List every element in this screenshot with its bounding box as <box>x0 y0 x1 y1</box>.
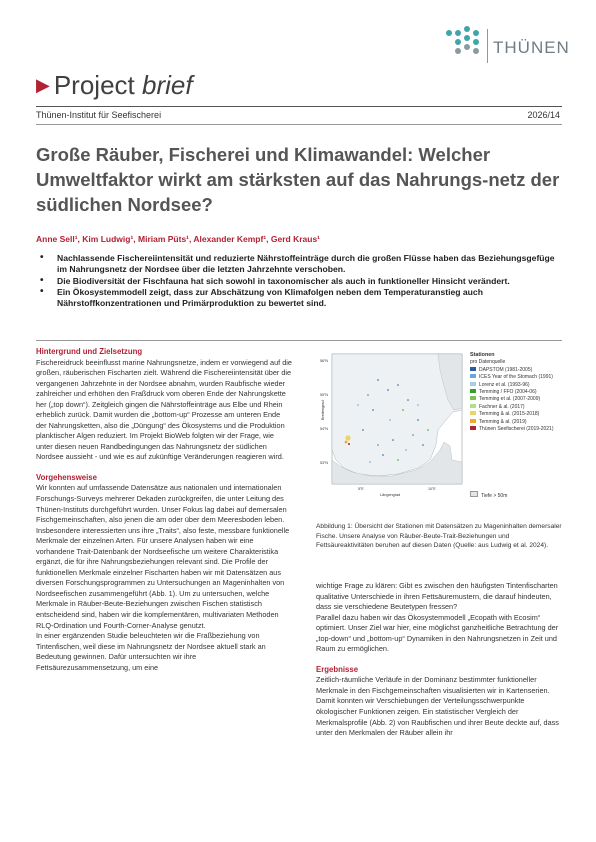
lat-tick-label: 56°N <box>320 359 329 363</box>
legend-item <box>470 389 570 396</box>
summary-bullet: • Nachlassende Fischereiintensität und reduzierte Nährstoffeinträge durch die großen Flüsse haben das Beziehungsgefüge im Nahrungsnetz der Nordsee über die letzten Jahrzehnte verschoben. <box>36 253 556 275</box>
paragraph: Wir konnten auf umfassende Datensätze aus nationalen und internationalen Forschungs-Surveys mehrerer Dekaden zurückgreifen, die unter Leitung des Thünen-Instituts durchgeführt wurden. Unser Fokus lag dabei auf demersalen Fischgemeinschaften, also jenen die am oder über dem Meeresboden leben. Insbesondere interessierten uns ihre „Traits“, also feste, messbare funktionelle Merkmale der einzelnen Arten. Für unsere Analysen haben wir eine vorhandene Trait-Datenbank der Nordseefische um weitere Charakteristika ergänzt, die für ihre Nahrungsbeziehungen relevant sind. Die Profile der funktionellen Merkmale einzelner Fischarten haben wir mit Datensätzen aus diversen Forschungsprogrammen zu Untersuchungen an Mageninhalten von Nordseefischen zusammengeführt (Abb. 1). Um zu untersuchen, welche Merkmale in Räuber-Beute-Beziehungen zwischen Fischen statistisch entscheidend sind, haben wir die komplementären, multivariaten Methoden RLQ-Ordination und Fourth-Corner-Analyse genutzt. <box>36 483 290 630</box>
legend-item-label: ICES Year of the Stomach (1991) <box>479 374 553 381</box>
section-rule <box>36 340 562 341</box>
brief-word: brief <box>142 70 193 100</box>
lon-tick-label: 5°E <box>358 487 364 491</box>
lon-axis-title: Längengrad <box>380 493 401 497</box>
legend-item <box>470 396 570 403</box>
legend-items <box>470 367 570 434</box>
summary-bullet: • Die Biodiversität der Fischfauna hat sich sowohl in taxonomischer als auch in funktioneller Hinsicht verändert. <box>36 276 556 287</box>
institute-name: Thünen-Institut für Seefischerei <box>36 110 162 120</box>
arrow-icon: ▶ <box>36 75 50 95</box>
paragraph: wichtige Frage zu klären: Gibt es zwischen den häufigsten Tintenfischarten qualitative Unterschiede in ihren Fettsäuremustern, die darauf hindeuten, dass sie verschiedene Beutetypen fressen? <box>316 581 558 612</box>
legend-item <box>470 419 570 426</box>
right-column <box>316 581 566 739</box>
summary-bullet: • Ein Ökosystemmodell zeigt, dass zur Abschätzung von Klimafolgen neben dem Temperaturanstieg auch Nährstoffkonzentrationen und Primärproduktion zu bewertet sind. <box>36 287 556 309</box>
legend-item-label: Temming & al. (2015-2018) <box>479 411 540 418</box>
logo-dots-icon <box>444 24 484 64</box>
legend-title: Stationen <box>470 352 495 358</box>
logo-text: THÜNEN <box>493 38 570 57</box>
legend-item-label: Thünen Seefischerei (2019-2021) <box>479 426 554 433</box>
project-word: Project <box>53 70 135 100</box>
legend-swatch <box>470 426 476 430</box>
legend-swatch <box>470 382 476 386</box>
header-rule-bottom <box>36 124 562 125</box>
legend-item <box>470 404 570 411</box>
legend-item <box>470 367 570 374</box>
lat-tick-label: 53°N <box>320 461 329 465</box>
legend-subtitle: pro Datenquelle <box>470 359 506 366</box>
issue-number: 2026/14 <box>527 110 560 120</box>
section-heading-background: Hintergrund und Zielsetzung <box>36 347 143 356</box>
header-rule <box>36 106 562 107</box>
legend-swatch <box>470 404 476 408</box>
legend-swatch <box>470 367 476 371</box>
left-column <box>36 347 292 673</box>
legend-item <box>470 382 570 389</box>
legend-item-label: Temming & al. (2019) <box>479 418 527 425</box>
page-title: Große Räuber, Fischerei und Klimawandel: Welcher Umweltfaktor wirkt am stärksten auf das Nahrungs-netz der südlichen Nordsee? <box>36 144 560 215</box>
legend-swatch <box>470 396 476 400</box>
paragraph: In einer ergänzenden Studie beleuchteten wir die Fraßbeziehung von Tintenfischen, weil diese im Nahrungsnetz der Nordsee aktuell stark an Bedeutung gewinnen. Dafür untersuchten wir ihre Fettsäurezusammensetzung, um eine <box>36 631 266 672</box>
legend-swatch <box>470 411 476 415</box>
paragraph: Parallel dazu haben wir das Ökosystemmodell „Ecopath with Ecosim“ optimiert. Unser Ziel war hier, eine möglichst ganzheitliche Betrachtung der „top-down“ und „bottom-up“ Dynamiken in den Nahrungsnetzen in Zeit und Raum zu ermöglichen. <box>316 612 559 654</box>
legend-swatch <box>470 389 476 393</box>
depth-swatch <box>470 491 478 497</box>
paragraph: Zeitlich-räumliche Verläufe in der Dominanz bestimmter funktioneller Merkmale in den Fischgemeinschaften visualisierten wir in Kartenserien. Damit konnten wir Verschiebungen der Verteilungsschwerpunkte ökologischer Funktionen zeigen. Ein statistischer Vergleich der Merkmalsprofile (Abb. 2) von Raubfischen und ihrer Beute deckte auf, dass unter den Merkmalen der Räuber allein ihr <box>316 675 559 738</box>
lat-axis-title: Breitengrad <box>321 400 325 420</box>
section-heading-results: Ergebnisse <box>316 664 359 674</box>
map-legend <box>470 352 570 501</box>
legend-item-label: Fachner & al. (2017) <box>479 403 525 410</box>
lat-tick-label: 54°N <box>320 427 329 431</box>
legend-item-label: DAPSTOM (1981-2005) <box>479 366 533 373</box>
paragraph: Fischereidruck beeinflusst marine Nahrungsnetze, indem er vorwiegend auf die großen, räuberischen Fischarten zielt. Während die Fischereiintensität über die vergangenen Jahrzehnte in der Nordsee abnahm, wurden Raubfische wieder zahlreicher und erhöhen den Fraßdruck vom oberen Ende der Nahrungskette her („top down“). Zeitgleich gingen die Nährstoffeinträge aus Elbe und Rhein erheblich zurück. Damit wurden die „bottom-up“ Prozesse am unteren Ende der Nahrungsketten, also die „Düngung“ des Ökosystems und die Produktion planktischer Algen reduziert. Im Projekt BioWeb folgten wir der Frage, wie unter diesen neuen Randbedingungen das Nahrungsnetz der südlichen Nordsee aussieht - und wie es auf zukünftige Veränderungen reagieren wird. <box>36 357 292 462</box>
legend-item <box>470 426 570 433</box>
legend-item <box>470 374 570 381</box>
legend-depth <box>470 491 570 500</box>
authors: Anne Sell¹, Kim Ludwig¹, Miriam Püts¹, Alexander Kempf¹, Gerd Kraus¹ <box>36 234 321 244</box>
project-brief-heading <box>36 70 193 101</box>
figure-caption: Abbildung 1: Übersicht der Stationen mit Datensätzen zu Mageninhalten demersaler Fische. Unsere Analyse von Räuber-Beute-Trait-Beziehungen und Fettsäureaktivitäten beruhen auf diesen Daten (Quelle: aus Ludwig et al. 2024). <box>316 523 562 550</box>
lat-tick-label: 55°N <box>320 393 329 397</box>
legend-item <box>470 411 570 418</box>
legend-item-label: Lorenz et al. (1993-96) <box>479 381 530 388</box>
legend-swatch <box>470 374 476 378</box>
legend-depth-label: Tiefe > 50m <box>481 493 508 500</box>
section-heading-method: Vorgehensweise <box>36 472 97 482</box>
lon-tick-label: 10°E <box>428 487 436 491</box>
legend-swatch <box>470 419 476 423</box>
legend-item-label: Temming / FFO (2004-06) <box>479 389 537 396</box>
legend-item-label: Temming et al. (2007-2009) <box>479 396 541 403</box>
station-map <box>318 350 468 510</box>
summary-bullets <box>36 253 556 310</box>
thuenen-logo <box>444 24 580 64</box>
